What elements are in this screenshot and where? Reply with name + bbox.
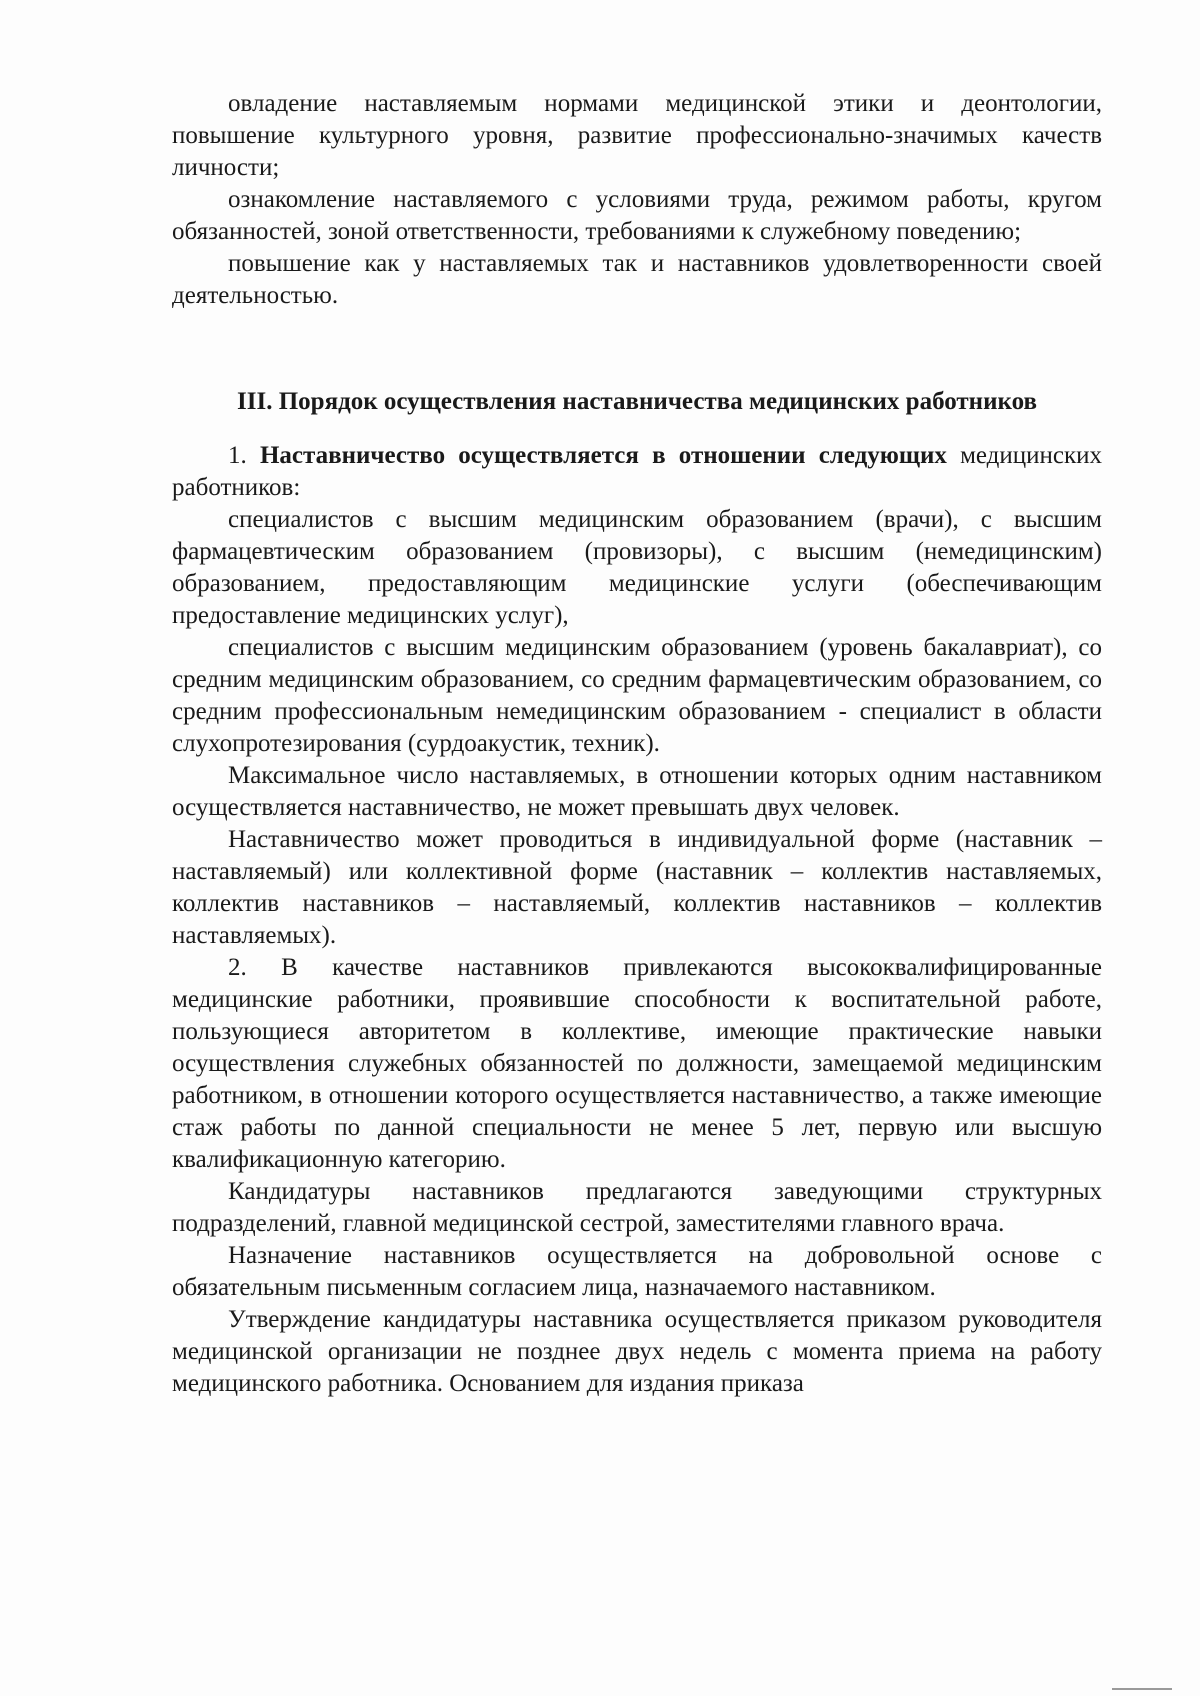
paragraph-appointment: Назначение наставников осуществляется на добровольной основе с обязательным письменным согласием лица, назначаемого наставником. xyxy=(172,1242,1102,1301)
item-1-paragraph xyxy=(172,440,1102,504)
intro-paragraph-2: ознакомление наставляемого с условиями труда, режимом работы, кругом обязанностей, зоной ответственности, требованиями к служебному поведению; xyxy=(172,186,1102,245)
paragraph-candidates: Кандидатуры наставников предлагаются заведующими структурных подразделений, главной медицинской сестрой, заместителями главного врача. xyxy=(172,1178,1102,1237)
scan-edge-mark xyxy=(1112,1688,1172,1690)
item-1-rest: медицинских работников: xyxy=(172,442,1103,501)
paragraph-item-2: 2. В качестве наставников привлекаются высококвалифицированные медицинские работники, проявившие способности к воспитательной работе, пользующиеся авторитетом в коллективе, имеющие практические навыки осуществления служебных обязанностей по должности, замещаемой медицинским работником, в отношении которого осуществляется наставничество, а также имеющие стаж работы по данной специальности не менее 5 лет, первую или высшую квалификационную категорию. xyxy=(172,954,1102,1173)
intro-paragraph-3: повышение как у наставляемых так и наставников удовлетворенности своей деятельностью. xyxy=(172,250,1102,309)
intro-paragraph-1: овладение наставляемым нормами медицинской этики и деонтологии, повышение культурного уровня, развитие профессионально-значимых качеств личности; xyxy=(172,90,1102,181)
section-heading: III. Порядок осуществления наставничества медицинских работников xyxy=(237,388,1037,415)
paragraph-max-mentees: Максимальное число наставляемых, в отношении которых одним наставником осуществляется наставничество, не может превышать двух человек. xyxy=(172,762,1102,821)
item-1-number: 1. xyxy=(228,442,247,469)
paragraph-higher-education: специалистов с высшим медицинским образованием (врачи), с высшим фармацевтическим образованием (провизоры), с высшим (немедицинским) образованием, предоставляющим медицинские услуги (обеспечивающим предоставление медицинских услуг), xyxy=(172,506,1102,629)
paragraph-bachelor-secondary: специалистов с высшим медицинским образованием (уровень бакалавриат), со средним медицинским образованием, со средним фармацевтическим образованием, со средним профессиональным немедицинским образованием - специалист в области слухопротезирования (сурдоакустик, техник). xyxy=(172,634,1102,757)
item-1-bold-lead: Наставничество осуществляется в отношении следующих xyxy=(259,442,947,469)
spacer xyxy=(172,418,1102,440)
paragraph-approval: Утверждение кандидатуры наставника осуществляется приказом руководителя медицинской организации не позднее двух недель с момента приема на работу медицинского работника. Основанием для издания приказа xyxy=(172,1306,1102,1397)
paragraph-forms: Наставничество может проводиться в индивидуальной форме (наставник – наставляемый) или коллективной форме (наставник – коллектив наставляемых, коллектив наставников – наставляемый, коллектив наставников – коллектив наставляемых). xyxy=(172,826,1102,949)
spacer xyxy=(172,312,1102,386)
